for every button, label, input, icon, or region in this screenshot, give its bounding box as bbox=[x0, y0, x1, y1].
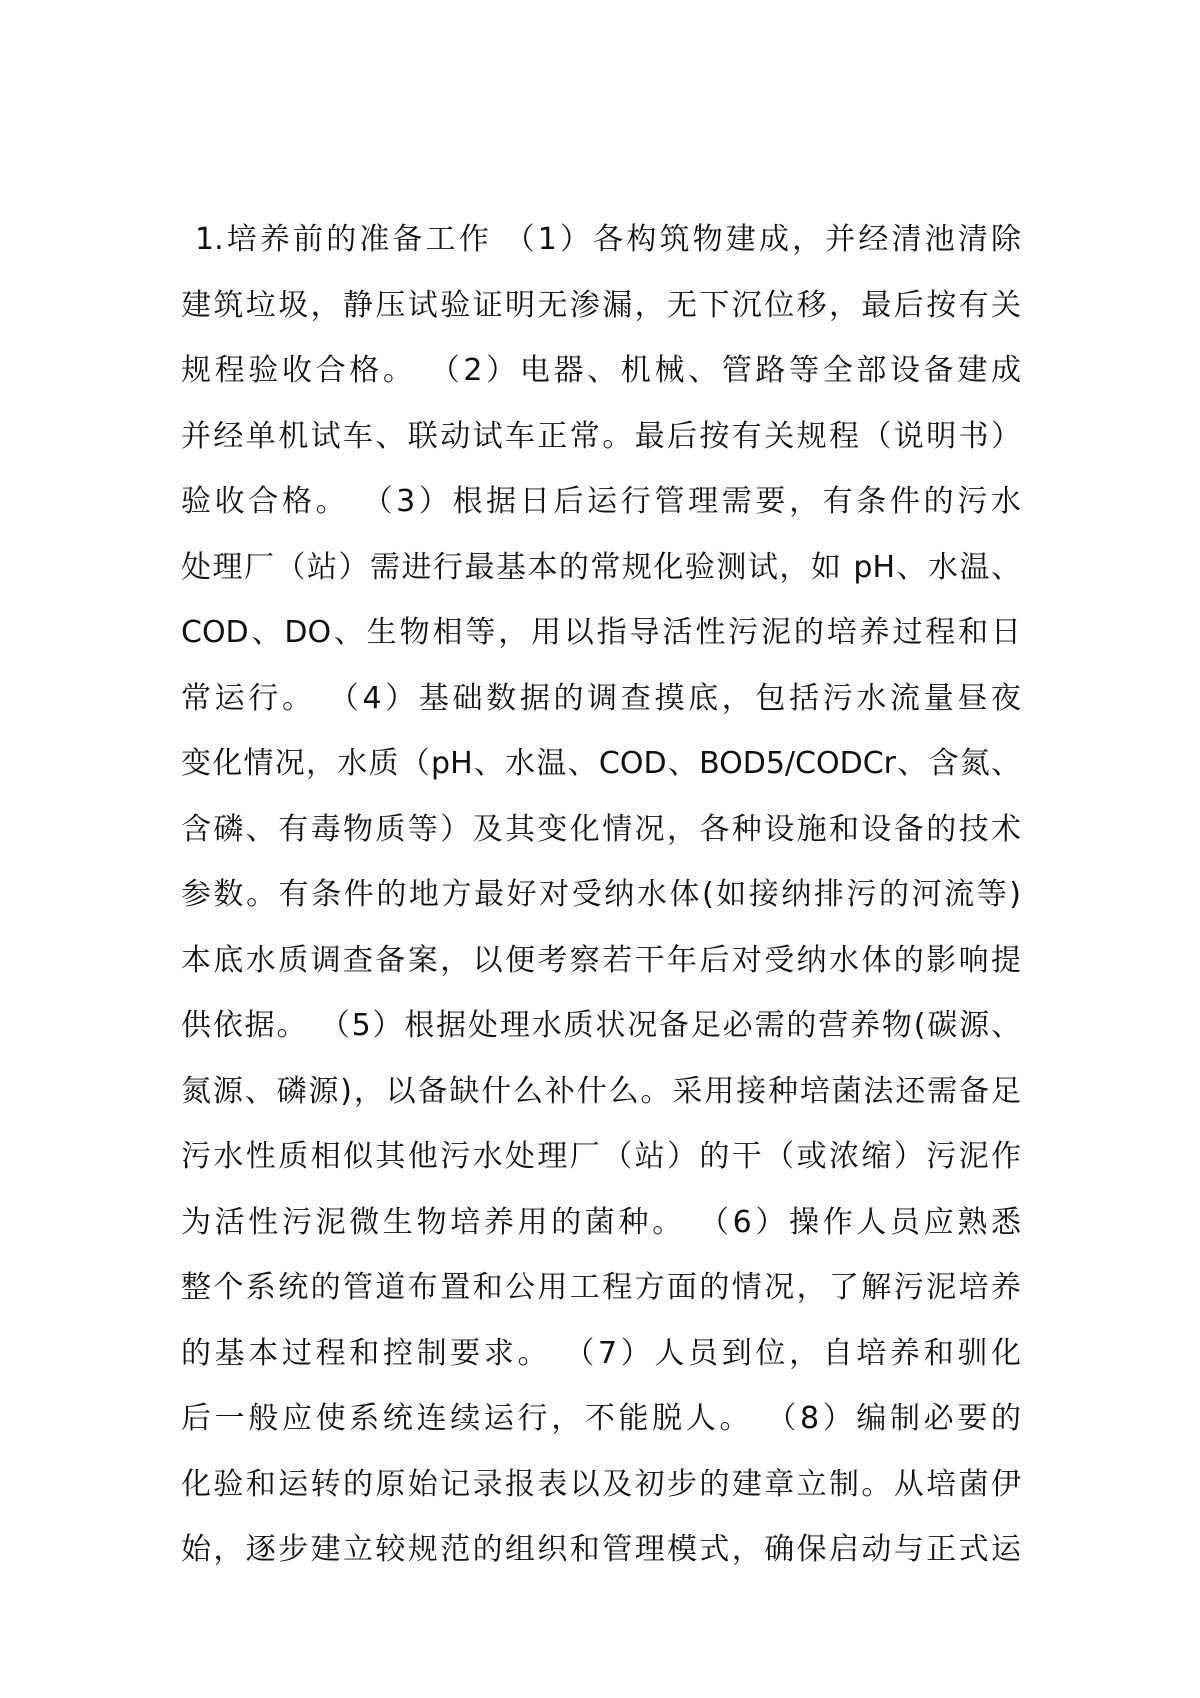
text-line: 为活性污泥微生物培养用的菌种。 （6）操作人员应熟悉 bbox=[181, 1204, 1021, 1240]
text-line: 并经单机试车、联动试车正常。最后按有关规程（说明书） bbox=[181, 418, 1021, 454]
text-line: 整个系统的管道布置和公用工程方面的情况，了解污泥培养 bbox=[181, 1270, 1021, 1305]
text-line: 变化情况，水质（pH、水温、COD、BOD5/CODCr、含氮、 bbox=[181, 746, 1021, 781]
text-line: 化验和运转的原始记录报表以及初步的建章立制。从培菌伊 bbox=[181, 1466, 1021, 1502]
text-line: COD、DO、生物相等，用以指导活性污泥的培养过程和日 bbox=[181, 615, 1021, 650]
text-line: 建筑垃圾，静压试验证明无渗漏，无下沉位移，最后按有关 bbox=[181, 287, 1021, 323]
text-line: 常运行。 （4）基础数据的调查摸底，包括污水流量昼夜 bbox=[181, 680, 1021, 716]
text-line: 验收合格。 （3）根据日后运行管理需要，有条件的污水 bbox=[181, 484, 1021, 519]
text-line: 规程验收合格。 （2）电器、机械、管路等全部设备建成 bbox=[181, 353, 1021, 388]
text-line: 始，逐步建立较规范的组织和管理模式，确保启动与正式运 bbox=[181, 1532, 1021, 1567]
body-text bbox=[181, 215, 1021, 1591]
text-line: 的基本过程和控制要求。 （7）人员到位，自培养和驯化 bbox=[181, 1335, 1021, 1371]
text-line: 后一般应使系统连续运行，不能脱人。 （8）编制必要的 bbox=[181, 1401, 1021, 1436]
text-line: 处理厂（站）需进行最基本的常规化验测试，如 pH、水温、 bbox=[181, 549, 1021, 585]
text-line: 污水性质相似其他污水处理厂（站）的干（或浓缩）污泥作 bbox=[181, 1139, 1021, 1174]
text-line: 1.培养前的准备工作 （1）各构筑物建成，并经清池清除 bbox=[195, 222, 1021, 257]
text-line: 参数。有条件的地方最好对受纳水体(如接纳排污的河流等) bbox=[181, 877, 1021, 912]
text-line: 供依据。 （5）根据处理水质状况备足必需的营养物(碳源、 bbox=[181, 1008, 1021, 1043]
text-line: 含磷、有毒物质等）及其变化情况，各种设施和设备的技术 bbox=[181, 811, 1021, 847]
text-line: 氮源、磷源)，以备缺什么补什么。采用接种培菌法还需备足 bbox=[181, 1073, 1021, 1109]
text-line: 本底水质调查备案，以便考察若干年后对受纳水体的影响提 bbox=[181, 942, 1021, 978]
